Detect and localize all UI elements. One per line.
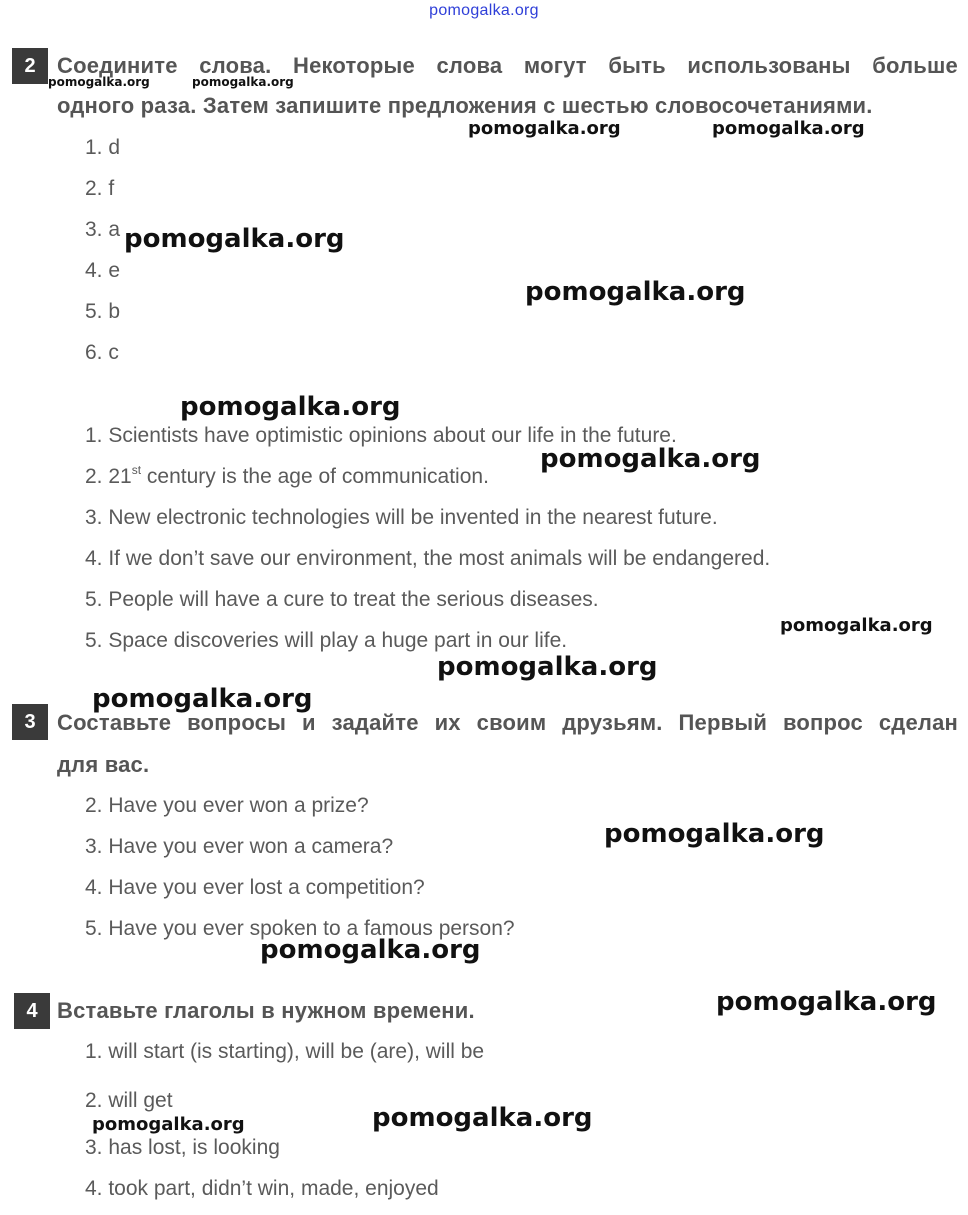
task-2-sentence-1: 1. Scientists have optimistic opinions about our life in the future. <box>85 424 677 447</box>
task-4-answer-2: 2. will get <box>85 1089 173 1112</box>
task-4-answer-3: 3. has lost, is looking <box>85 1136 280 1159</box>
sentence-2-number: 21 <box>108 465 132 488</box>
sentence-2-rest: century is the age of communication. <box>141 465 489 488</box>
task-2-sentence-3: 3. New electronic technologies will be invented in the nearest future. <box>85 506 718 529</box>
task-3-number-badge: 3 <box>12 704 48 740</box>
watermark: pomogalka.org <box>260 935 481 965</box>
watermark: pomogalka.org <box>92 1114 245 1135</box>
watermark: pomogalka.org <box>540 444 761 474</box>
watermark: pomogalka.org <box>124 224 345 254</box>
task-3-question-3: 3. Have you ever won a camera? <box>85 835 394 858</box>
task-2-match-1: 1. d <box>85 136 121 159</box>
watermark: pomogalka.org <box>437 652 658 682</box>
task-3-question-5: 5. Have you ever spoken to a famous person? <box>85 917 515 940</box>
watermark: pomogalka.org <box>468 118 621 139</box>
task-4-title: Вставьте глаголы в нужном времени. <box>57 998 475 1023</box>
watermark: pomogalka.org <box>180 392 401 422</box>
task-2-title-line-1: Соедините слова. Некоторые слова могут быть использованы больше <box>57 53 958 78</box>
task-2-sentence-6: 5. Space discoveries will play a huge part in our life. <box>85 629 568 652</box>
task-2-sentence-2 <box>85 463 489 491</box>
task-2-match-4: 4. e <box>85 259 121 282</box>
task-2-match-5: 5. b <box>85 300 121 323</box>
task-2-match-2: 2. f <box>85 177 115 200</box>
task-2-sentence-4: 4. If we don’t save our environment, the most animals will be endangered. <box>85 547 771 570</box>
task-4-answer-1: 1. will start (is starting), will be (are), will be <box>85 1040 485 1063</box>
watermark: pomogalka.org <box>372 1103 593 1133</box>
sentence-2-prefix: 2. <box>85 465 109 488</box>
watermark: pomogalka.org <box>48 75 150 89</box>
task-2-match-3: 3. a <box>85 218 121 241</box>
sentence-2-ordinal-suffix: st <box>131 463 142 477</box>
task-2-title-line-2: одного раза. Затем запишите предложения с шестью словосочетаниями. <box>57 93 873 118</box>
task-2-sentence-5: 5. People will have a cure to treat the serious diseases. <box>85 588 599 611</box>
watermark: pomogalka.org <box>192 75 294 89</box>
task-2-number-badge: 2 <box>12 48 48 84</box>
task-4-answer-4: 4. took part, didn’t win, made, enjoyed <box>85 1177 439 1200</box>
watermark: pomogalka.org <box>604 819 825 849</box>
task-3-title-line-2: для вас. <box>57 752 150 777</box>
watermark: pomogalka.org <box>780 615 933 636</box>
task-4-number-badge: 4 <box>14 993 50 1029</box>
top-watermark: pomogalka.org <box>429 2 539 19</box>
watermark: pomogalka.org <box>712 118 865 139</box>
watermark: pomogalka.org <box>716 987 937 1017</box>
task-3-title-line-1: Составьте вопросы и задайте их своим друзьям. Первый вопрос сделан <box>57 710 958 735</box>
watermark: pomogalka.org <box>92 684 313 714</box>
watermark: pomogalka.org <box>525 277 746 307</box>
task-2-match-6: 6. c <box>85 341 119 364</box>
task-3-question-2: 2. Have you ever won a prize? <box>85 794 369 817</box>
task-3-question-4: 4. Have you ever lost a competition? <box>85 876 425 899</box>
